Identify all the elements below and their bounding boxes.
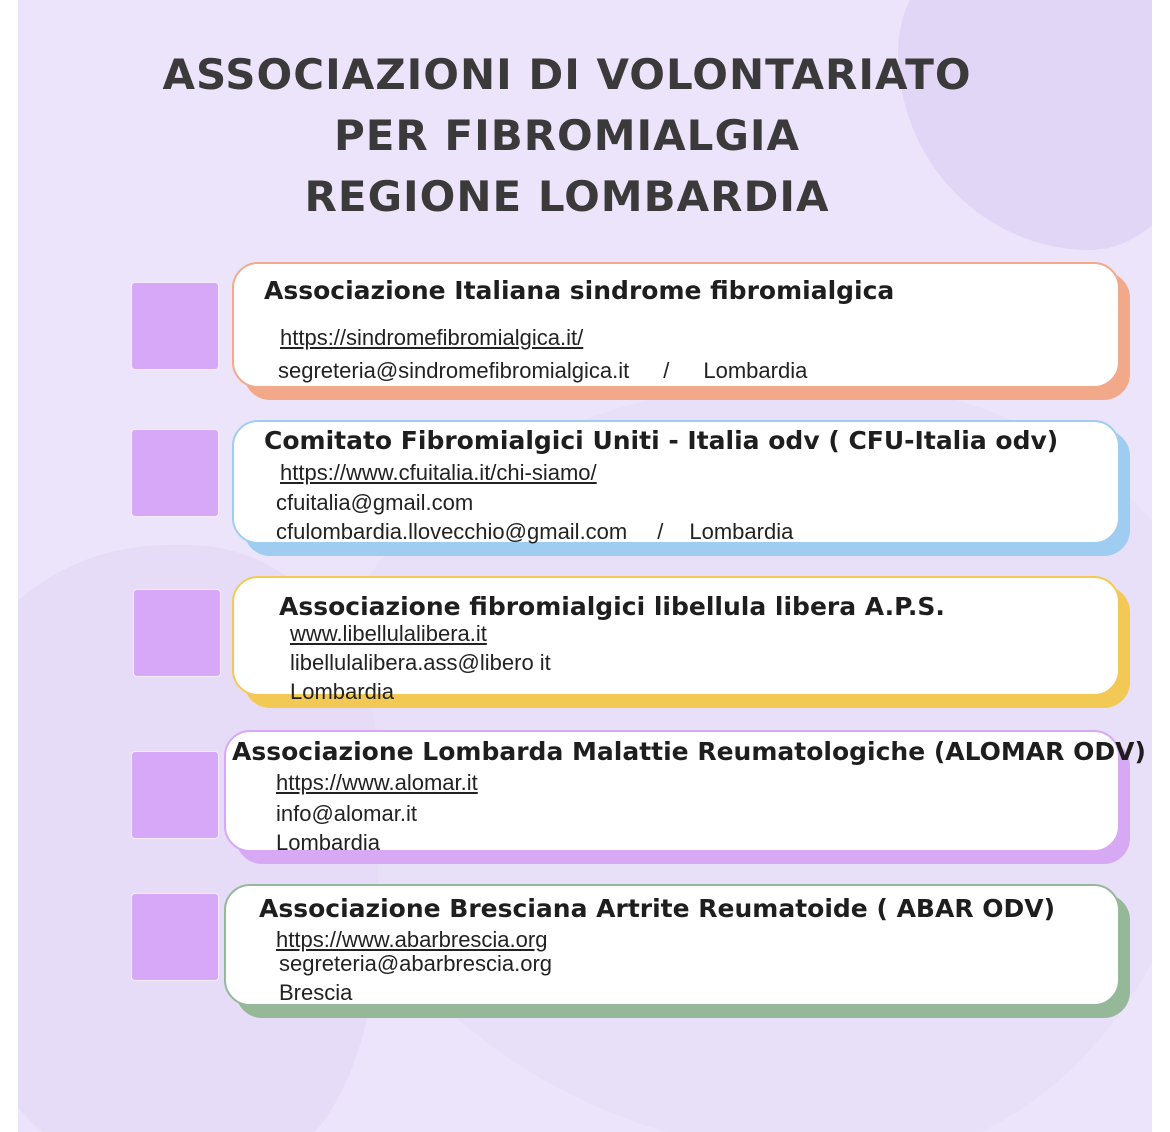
association-card-4 [224, 730, 1146, 866]
region-text: Lombardia [689, 519, 794, 544]
region-text: Brescia [279, 980, 353, 1005]
title-line-3: REGIONE LOMBARDIA [304, 172, 830, 221]
website-link[interactable]: https://www.abarbrescia.org [276, 927, 548, 952]
email-text[interactable]: cfuitalia@gmail.com [276, 490, 474, 515]
website-link[interactable]: https://www.cfuitalia.it/chi-siamo/ [280, 460, 597, 485]
region-text: Lombardia [703, 358, 808, 383]
checkbox-square-2[interactable] [132, 430, 218, 516]
checkbox-square-1[interactable] [132, 283, 218, 369]
contact-line [278, 358, 807, 384]
email-text[interactable]: segreteria@abarbrescia.org [279, 951, 553, 976]
checkbox-square-4[interactable] [132, 752, 218, 838]
website-link[interactable]: www.libellulalibera.it [290, 621, 487, 646]
checkbox-square-3[interactable] [134, 590, 220, 676]
website-link[interactable]: https://sindromefibromialgica.it/ [280, 325, 584, 350]
title-line-1: ASSOCIAZIONI DI VOLONTARIATO [162, 50, 972, 99]
region-text: Lombardia [276, 830, 380, 855]
email-text-secondary[interactable]: cfulombardia.llovecchio@gmail.com [276, 519, 628, 544]
association-card-2 [232, 420, 1132, 558]
association-card-3 [232, 576, 1132, 710]
association-card-1 [232, 262, 1132, 402]
email-text[interactable]: segreteria@sindromefibromialgica.it [278, 358, 630, 383]
association-name: Associazione fibromialgici libellula libera A.P.S. [279, 592, 945, 621]
separator: / [663, 358, 670, 383]
association-name: Associazione Italiana sindrome fibromialgica [264, 276, 895, 305]
title-line-2: PER FIBROMIALGIA [333, 111, 801, 160]
region-text: Lombardia [290, 679, 394, 704]
website-link[interactable]: https://www.alomar.it [276, 770, 478, 795]
association-name: Associazione Lombarda Malattie Reumatologiche (ALOMAR ODV) [232, 737, 1146, 766]
separator: / [657, 519, 664, 544]
association-card-5 [224, 884, 1132, 1020]
page-title [0, 44, 1152, 227]
association-name: Associazione Bresciana Artrite Reumatoide ( ABAR ODV) [259, 894, 1056, 923]
contact-line [276, 519, 793, 545]
email-text[interactable]: info@alomar.it [276, 801, 417, 826]
association-name: Comitato Fibromialgici Uniti - Italia odv ( CFU-Italia odv) [264, 426, 1059, 455]
email-text[interactable]: libellulalibera.ass@libero it [290, 650, 551, 675]
checkbox-square-5[interactable] [132, 894, 218, 980]
